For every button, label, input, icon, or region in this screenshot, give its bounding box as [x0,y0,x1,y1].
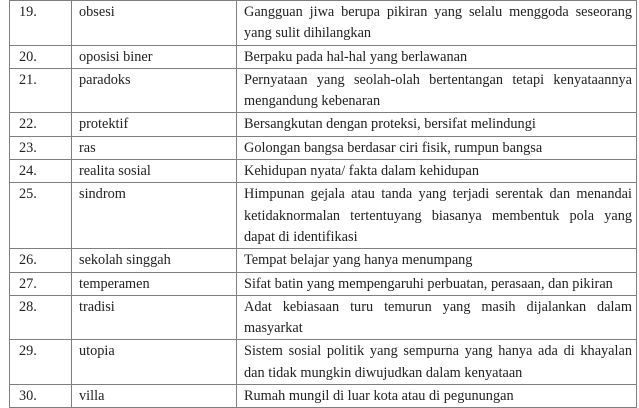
glossary-body [10,1,637,408]
entry-number: 23. [10,136,72,159]
definition-line: masyarkat [244,320,303,337]
entry-number: 22. [10,113,72,136]
definition-line: Sifat batin yang mempengaruhi perbuatan, perasaan, dan pikiran [244,275,613,292]
glossary-row [10,113,637,136]
definition-line: Rumah mungil di luar kota atau di pegunungan [244,388,514,405]
definition-line: dan tidak mungkin diwujudkan dalam kenyataan [244,364,523,381]
entry-number: 20. [10,45,72,68]
entry-definition [237,272,637,295]
definition-line: dapat di identifikasi [244,228,358,245]
glossary-row [10,136,637,159]
glossary-row [10,385,637,408]
entry-definition [237,295,637,340]
entry-number: 26. [10,249,72,272]
entry-term: utopia [72,340,237,385]
glossary-row [10,295,637,340]
entry-definition [237,160,637,183]
entry-number: 29. [10,340,72,385]
entry-term: ras [72,136,237,159]
entry-definition [237,45,637,68]
entry-number: 25. [10,183,72,249]
definition-line: Bersangkutan dengan proteksi, bersifat melindungi [244,116,536,133]
entry-term: protektif [72,113,237,136]
definition-line: mengandung kebenaran [244,93,381,110]
glossary-row [10,160,637,183]
glossary-row [10,249,637,272]
definition-line: Tempat belajar yang hanya menumpang [244,252,473,269]
entry-term: temperamen [72,272,237,295]
entry-definition [237,340,637,385]
entry-term: obsesi [72,1,237,46]
glossary-row [10,272,637,295]
entry-definition [237,249,637,272]
entry-number: 21. [10,68,72,113]
glossary-row [10,340,637,385]
entry-term: sekolah singgah [72,249,237,272]
entry-number: 19. [10,1,72,46]
entry-term: oposisi biner [72,45,237,68]
entry-definition [237,68,637,113]
entry-number: 28. [10,295,72,340]
entry-number: 24. [10,160,72,183]
entry-term: tradisi [72,295,237,340]
entry-definition [237,1,637,46]
entry-definition [237,385,637,408]
definition-line: yang sulit dihilangkan [244,25,372,42]
entry-number: 30. [10,385,72,408]
definition-line: Adat kebiasaan turu temurun yang masih dijalankan dalam [244,298,632,315]
glossary-table [9,0,637,408]
definition-line: Berpaku pada hal-hal yang berlawanan [244,48,468,65]
definition-line: Gangguan jiwa berupa pikiran yang selalu menggoda seseorang [244,4,632,20]
glossary-row [10,1,637,46]
definition-line: Kehidupan nyata/ fakta dalam kehidupan [244,163,480,180]
definition-line: Golongan bangsa berdasar ciri fisik, rumpun bangsa [244,139,543,156]
entry-term: villa [72,385,237,408]
entry-definition [237,183,637,249]
glossary-row [10,45,637,68]
entry-term: sindrom [72,183,237,249]
definition-line: Sistem sosial politik yang sempurna yang hanya ada di khayalan [244,343,632,360]
definition-line: ketidaknormalan tertentuyang biasanya membentuk pola yang [244,207,632,224]
entry-term: realita sosial [72,160,237,183]
entry-number: 27. [10,272,72,295]
entry-definition [237,136,637,159]
glossary-row [10,68,637,113]
entry-term: paradoks [72,68,237,113]
definition-line: Himpunan gejala atau tanda yang terjadi serentak dan menandai [244,186,632,203]
glossary-row [10,183,637,249]
definition-line: Pernyataan yang seolah-olah bertentangan tetapi kenyataannya [244,71,632,88]
entry-definition [237,113,637,136]
